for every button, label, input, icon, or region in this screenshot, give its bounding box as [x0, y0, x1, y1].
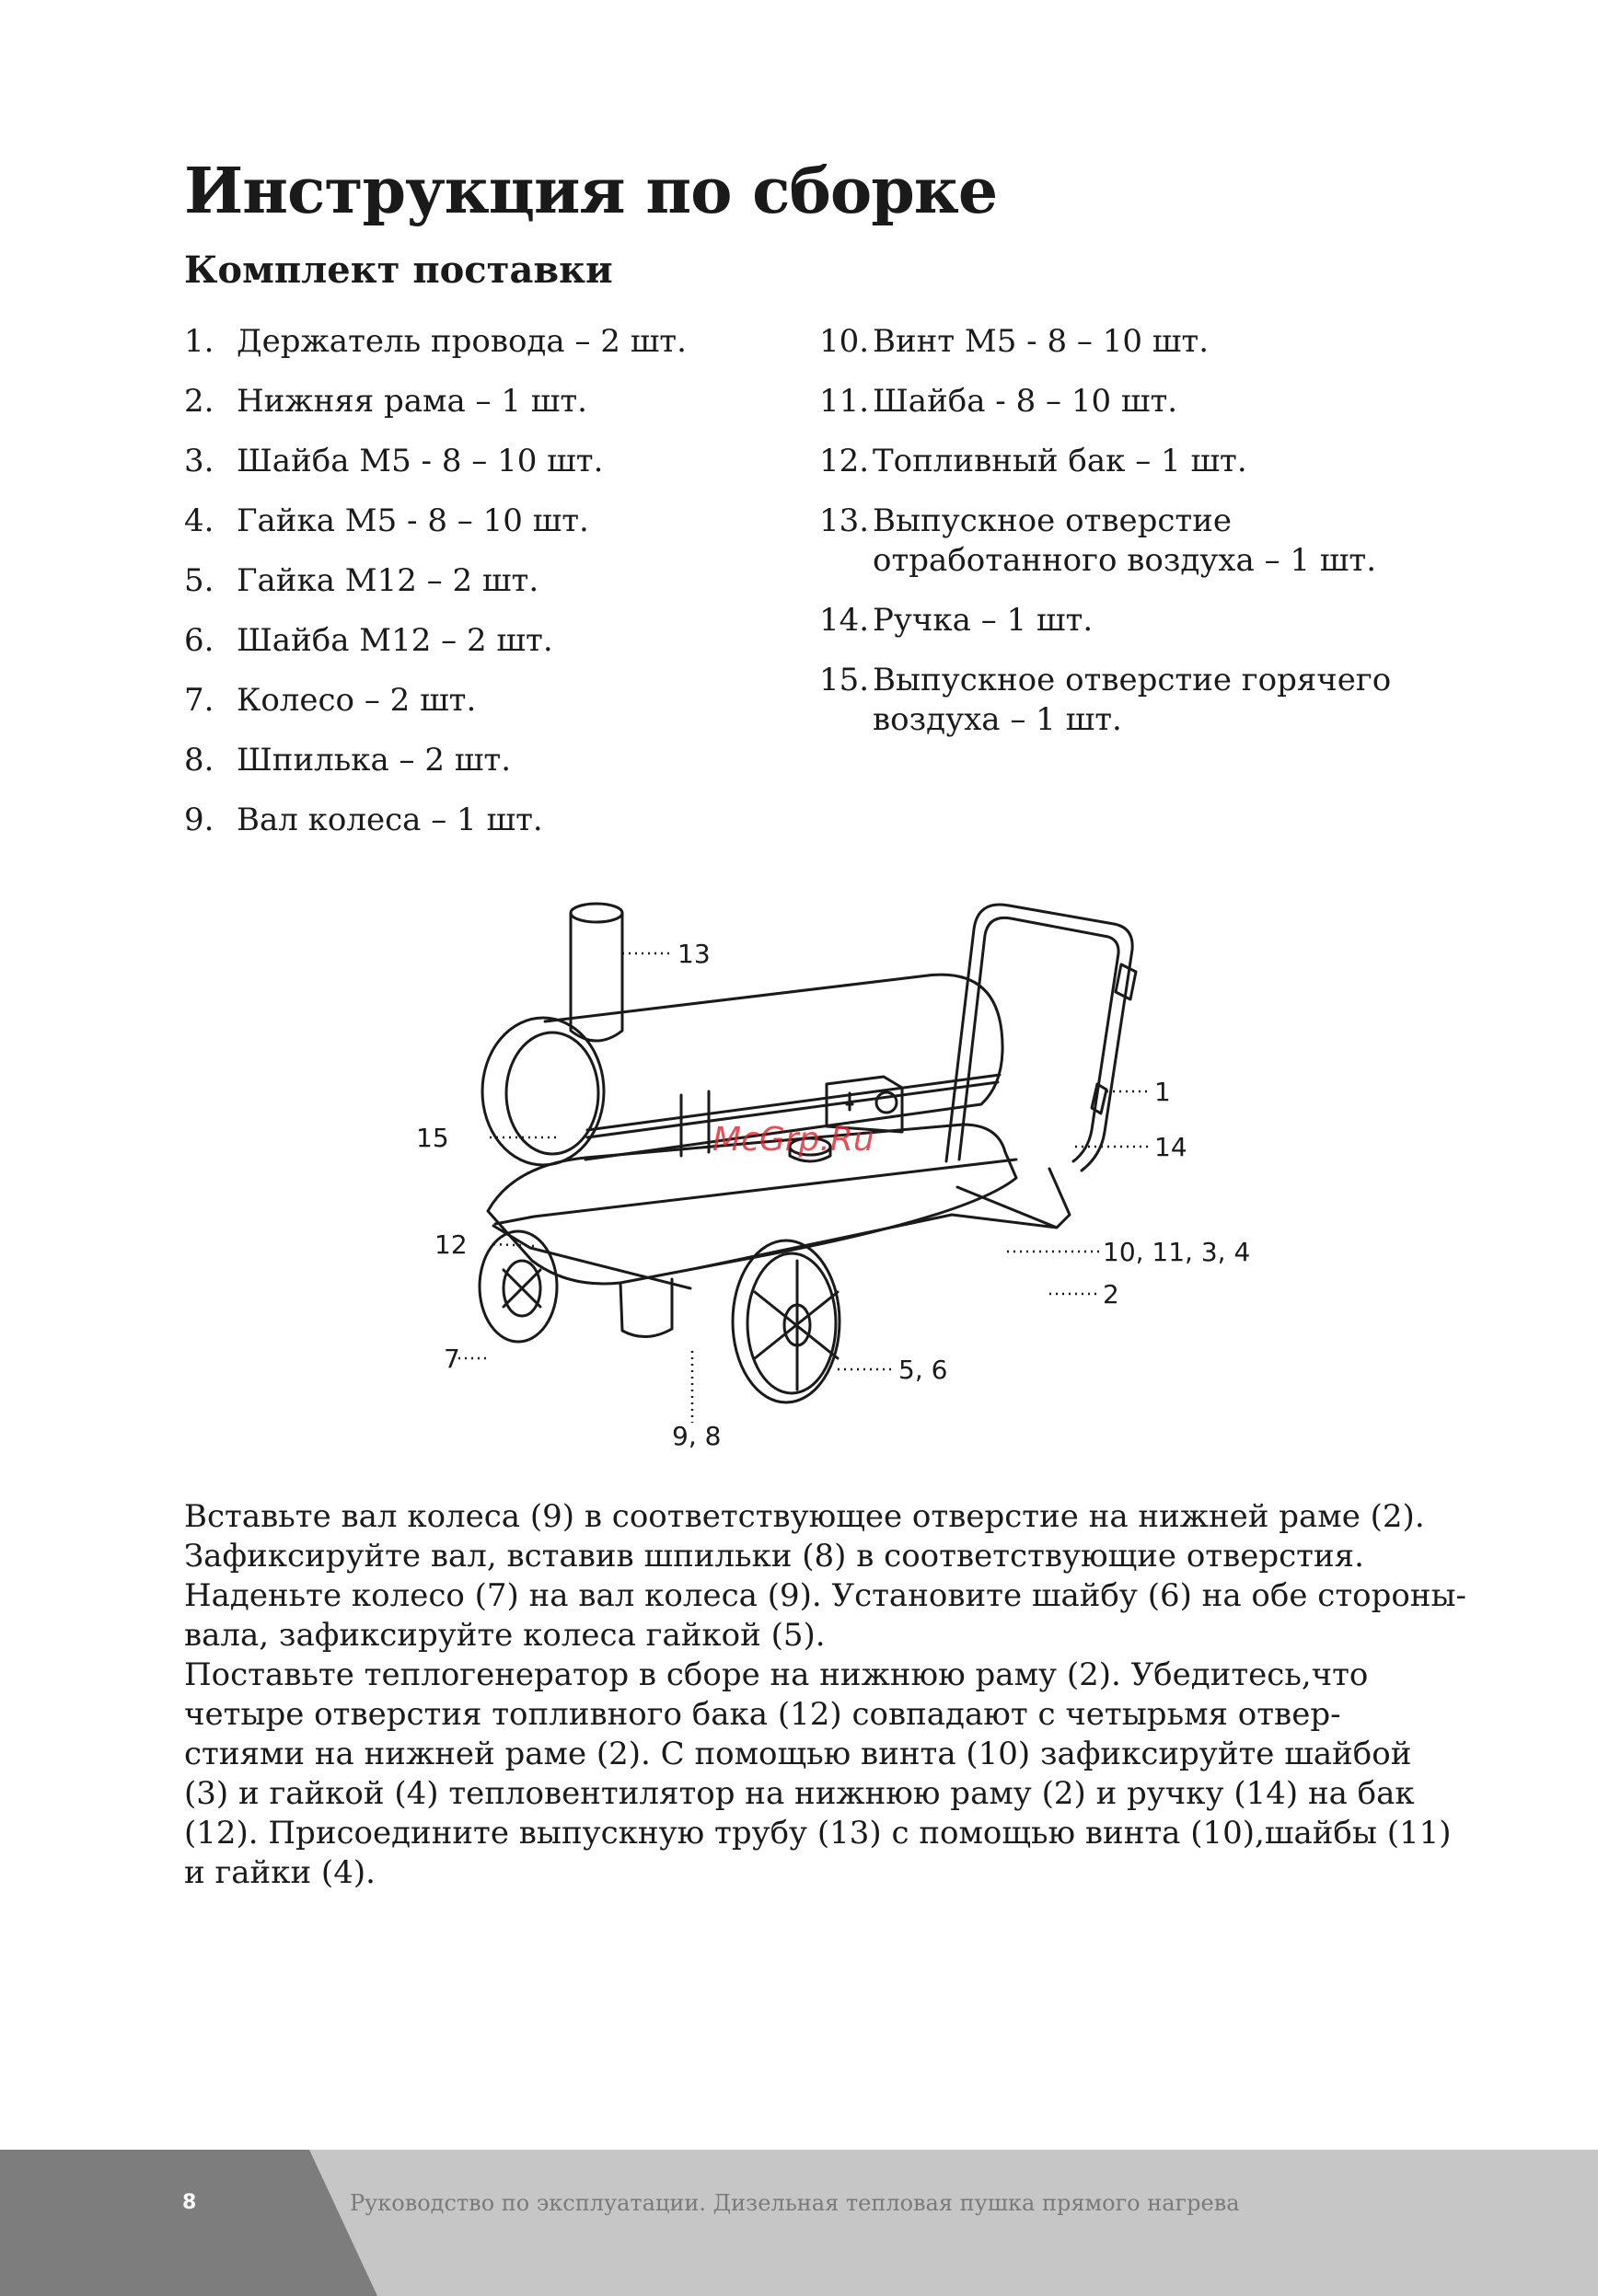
list-item — [819, 322, 1482, 362]
page-number: 8 — [182, 2191, 197, 2214]
callout-9-8: 9, 8 — [672, 1421, 722, 1451]
item-number: 3. — [184, 443, 214, 479]
list-item — [184, 561, 773, 601]
list-item — [819, 601, 1482, 640]
item-number: 13. — [819, 502, 870, 539]
item-text: Топливный бак – 1 шт. — [873, 443, 1247, 479]
item-text-line1: Выпускное отверстие — [873, 502, 1233, 539]
item-number: 1. — [184, 323, 214, 360]
instruction-line: (12). Присоедините выпускную трубу (13) с помощью винта (10),шайбы (11) — [184, 1815, 1452, 1852]
item-text: Держатель провода – 2 шт. — [237, 323, 687, 360]
instruction-line: Поставьте теплогенератор в сборе на нижнюю раму (2). Убедитесь,что — [184, 1656, 1369, 1693]
instruction-line: (3) и гайкой (4) тепловентилятор на нижнюю раму (2) и ручку (14) на бак — [184, 1775, 1415, 1812]
item-number: 4. — [184, 502, 214, 539]
heater-diagram — [405, 883, 1251, 1472]
list-item — [184, 442, 773, 481]
handle-inner — [959, 917, 1118, 1161]
instruction-line: Наденьте колесо (7) на вал колеса (9). Установите шайбу (6) на обе стороны- — [184, 1577, 1467, 1614]
item-text: Гайка М12 – 2 шт. — [237, 562, 539, 599]
callout-1: 1 — [1154, 1077, 1171, 1107]
callout-2: 2 — [1103, 1279, 1119, 1310]
item-number: 12. — [819, 443, 870, 479]
item-number: 10. — [819, 323, 870, 360]
callout-14: 14 — [1154, 1132, 1187, 1162]
footer-band — [0, 2150, 1598, 2296]
instruction-line: четыре отверстия топливного бака (12) совпадают с четырьмя отвер- — [184, 1696, 1341, 1733]
list-item — [819, 502, 1482, 581]
list-item — [184, 741, 773, 780]
exhaust-pipe — [571, 913, 622, 1041]
footer-caption: Руководство по эксплуатации. Дизельная тепловая пушка прямого нагрева — [350, 2190, 1240, 2216]
item-number: 11. — [819, 383, 870, 420]
heater-illustration — [405, 883, 1251, 1472]
cylinder-opening — [506, 1033, 598, 1154]
item-number: 14. — [819, 602, 870, 639]
callout-5-6: 5, 6 — [898, 1355, 948, 1385]
item-text: Вал колеса – 1 шт. — [237, 802, 543, 838]
item-text: Колесо – 2 шт. — [237, 682, 477, 719]
item-text: Шайба М5 - 8 – 10 шт. — [237, 443, 604, 479]
item-text: Ручка – 1 шт. — [873, 602, 1094, 639]
rear-frame — [698, 1169, 1070, 1268]
item-text: Нижняя рама – 1 шт. — [237, 383, 587, 420]
parts-list-right — [819, 322, 1482, 760]
tank-bottom — [620, 1279, 672, 1337]
parts-list-left — [184, 322, 773, 860]
control-knob — [876, 1092, 897, 1113]
item-text: Шпилька – 2 шт. — [237, 742, 512, 779]
exhaust-pipe-top — [571, 904, 622, 922]
instruction-line: Вставьте вал колеса (9) в соответствующее отверстие на нижней раме (2). — [184, 1498, 1425, 1535]
item-text-line2: воздуха – 1 шт. — [873, 701, 1122, 738]
callout-12: 12 — [434, 1229, 468, 1260]
callout-10-11-3-4: 10, 11, 3, 4 — [1103, 1237, 1251, 1267]
watermark: McGrp.Ru — [712, 1121, 874, 1159]
item-text: Винт М5 - 8 – 10 шт. — [873, 323, 1210, 360]
left-wheel-spokes — [504, 1270, 540, 1307]
item-text-line2: отработанного воздуха – 1 шт. — [873, 542, 1377, 579]
list-item — [819, 661, 1482, 740]
item-number: 15. — [819, 662, 870, 698]
instruction-line: Зафиксируйте вал, вставив шпильки (8) в соответствующие отверстия. — [184, 1538, 1364, 1575]
item-text: Шайба М12 – 2 шт. — [237, 622, 553, 659]
item-number: 6. — [184, 622, 214, 659]
item-text-line1: Выпускное отверстие горячего — [873, 662, 1392, 698]
list-item — [184, 502, 773, 541]
item-text: Гайка М5 - 8 – 10 шт. — [237, 502, 589, 539]
item-number: 5. — [184, 562, 214, 599]
section-subtitle: Комплект поставки — [184, 248, 613, 292]
right-wheel-tread — [747, 1253, 836, 1393]
callout-7: 7 — [444, 1344, 460, 1374]
item-number: 8. — [184, 742, 214, 779]
instruction-line: вала, зафиксируйте колеса гайкой (5). — [184, 1617, 826, 1654]
front-frame — [493, 1226, 690, 1288]
item-number: 7. — [184, 682, 214, 719]
item-text: Шайба - 8 – 10 шт. — [873, 383, 1178, 420]
list-item — [184, 681, 773, 721]
list-item — [184, 322, 773, 362]
list-item — [819, 442, 1482, 481]
callout-13: 13 — [677, 939, 711, 969]
list-item — [819, 382, 1482, 421]
page-footer — [0, 2150, 1598, 2296]
page-title: Инструкция по сборке — [184, 155, 998, 228]
instruction-line: стиями на нижней раме (2). С помощью винта (10) зафиксируйте шайбой — [184, 1736, 1412, 1772]
callout-15: 15 — [416, 1123, 449, 1153]
assembly-instructions — [184, 1497, 1473, 1893]
cylinder-front — [482, 1018, 604, 1165]
list-item — [184, 801, 773, 840]
list-item — [184, 382, 773, 421]
list-item — [184, 621, 773, 661]
item-number: 2. — [184, 383, 214, 420]
instruction-line: и гайки (4). — [184, 1854, 376, 1891]
item-number: 9. — [184, 802, 214, 838]
